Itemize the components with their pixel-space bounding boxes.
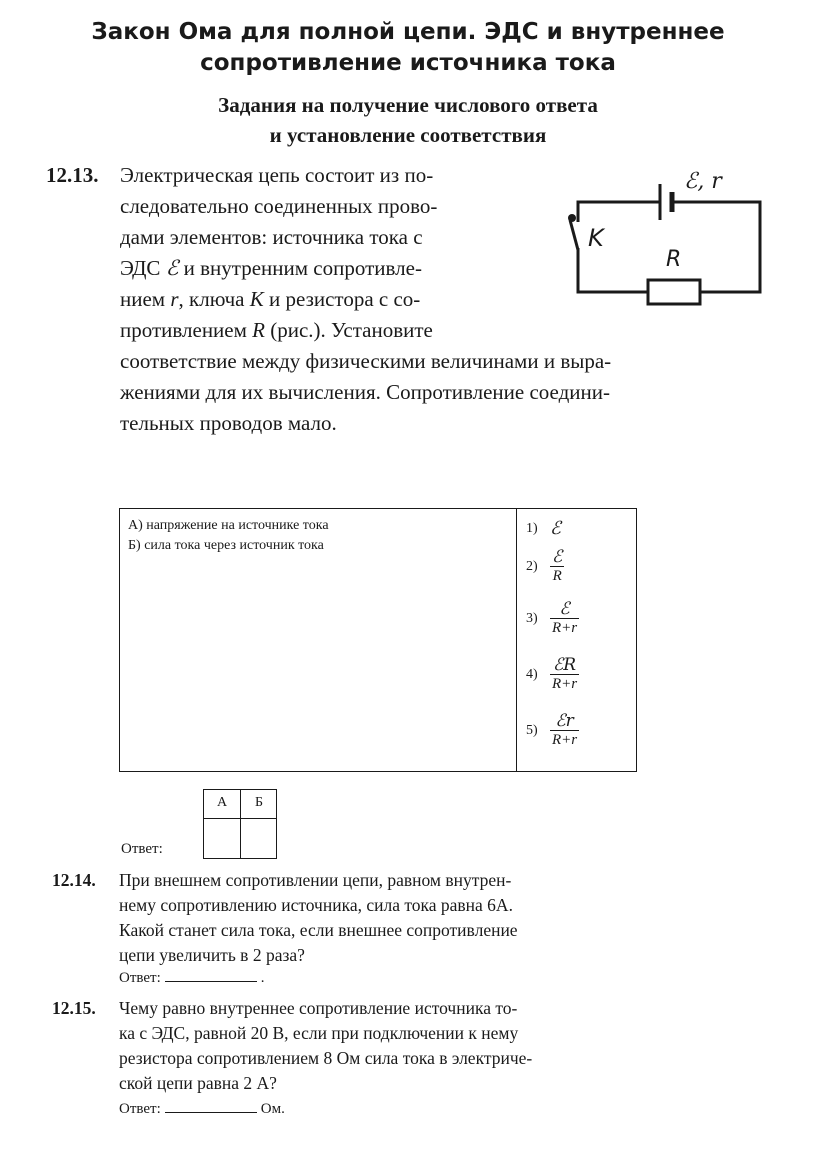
text-line: [120, 318, 433, 343]
symbol-R: R: [252, 318, 265, 342]
switch-label: K: [588, 224, 604, 252]
symbol-k: K: [249, 287, 264, 311]
quantity-b: Б) сила тока через источник тока: [128, 538, 324, 553]
option-2: [526, 548, 564, 585]
text-line: [120, 256, 422, 281]
answer-line-12-14: [119, 970, 265, 987]
answer-grid: [203, 789, 277, 859]
quantity-a: А) напряжение на источнике тока: [128, 518, 329, 533]
option-label: 5): [526, 722, 538, 738]
option-num: ℰ: [552, 547, 563, 567]
section-subtitle-line1: Задания на получение числового ответа: [218, 93, 598, 117]
text-line: ка с ЭДС, равной 20 В, если при подключении к нему: [119, 1023, 519, 1043]
text-line: резистора сопротивлением 8 Ом сила тока в электриче-: [119, 1048, 533, 1068]
text-line: При внешнем сопротивлении цепи, равном внутрен-: [119, 870, 512, 890]
text-fragment: противлением: [120, 318, 247, 342]
option-num: ℰr: [555, 711, 574, 731]
text-line: Какой станет сила тока, если внешнее сопротивление: [119, 920, 518, 940]
source-label: ℰ, r: [684, 169, 722, 194]
page-title-line2: сопротивление источника тока: [200, 50, 616, 76]
text-line: цепи увеличить в 2 раза?: [119, 945, 305, 965]
option-label: 4): [526, 666, 538, 682]
text-fragment: нием: [120, 287, 166, 311]
answer-blank[interactable]: [165, 1112, 257, 1113]
text-line: тельных проводов мало.: [120, 411, 337, 435]
text-line: дами элементов: источника тока с: [120, 225, 423, 249]
text-line: Электрическая цепь состоит из по-: [120, 163, 434, 187]
option-den: R+r: [552, 620, 578, 636]
text-fragment: и внутренним сопротивле-: [183, 256, 422, 280]
problem-number-12-15: 12.15.: [52, 998, 96, 1018]
option-label: 1): [526, 520, 538, 536]
option-den: R+r: [552, 732, 578, 748]
text-fragment: и резистора с со-: [269, 287, 421, 311]
grid-divider-h: [204, 818, 276, 819]
answer-line-12-15: [119, 1101, 285, 1118]
answer-col-b: Б: [254, 795, 264, 810]
resistor-label: R: [666, 247, 682, 272]
text-line: жениями для их вычисления. Сопротивление соедини-: [120, 380, 610, 404]
text-line: ской цепи равна 2 А?: [119, 1073, 277, 1093]
option-5: [526, 712, 579, 749]
section-subtitle-line2: и установление соответствия: [269, 123, 547, 147]
resistor: [648, 280, 700, 304]
symbol-r: r: [170, 287, 179, 311]
option-num: ℰ: [559, 599, 570, 619]
answer-label: Ответ:: [119, 1101, 161, 1117]
answer-suffix: .: [260, 970, 265, 986]
answer-col-a: А: [216, 795, 228, 810]
problem-number-12-14: 12.14.: [52, 870, 96, 890]
answer-cell-b[interactable]: [243, 821, 275, 856]
option-3: [526, 600, 579, 637]
emf-symbol: ℰ: [165, 256, 179, 280]
answer-suffix: Ом.: [260, 1101, 285, 1117]
circuit-diagram: [560, 166, 780, 316]
option-num: ℰ: [550, 518, 561, 539]
text-fragment: , ключа: [178, 287, 245, 311]
option-label: 2): [526, 558, 538, 574]
table-left-column: [128, 516, 329, 556]
text-fragment: (рис.). Установите: [270, 318, 433, 342]
answer-label: Ответ:: [119, 970, 161, 986]
text-line: соответствие между физическими величинами и выра-: [120, 349, 612, 373]
text-line: следовательно соединенных прово-: [120, 194, 438, 218]
text-fragment: ЭДС: [120, 256, 161, 280]
option-4: [526, 656, 579, 693]
switch-contact: [568, 214, 576, 222]
option-label: 3): [526, 610, 538, 626]
answer-label-12-13: Ответ:: [121, 841, 163, 857]
answer-cell-a[interactable]: [206, 821, 238, 856]
option-den: R+r: [552, 676, 578, 692]
option-1: [526, 518, 561, 539]
option-num: ℰR: [553, 655, 577, 675]
page-title-line1: Закон Ома для полной цепи. ЭДС и внутреннее: [91, 19, 725, 45]
switch-blade: [570, 220, 578, 250]
option-den: R: [550, 566, 564, 585]
text-line: нему сопротивлению источника, сила тока равна 6А.: [119, 895, 513, 915]
text-line: Чему равно внутреннее сопротивление источника то-: [119, 998, 518, 1018]
problem-number-12-13: 12.13.: [46, 163, 99, 187]
table-divider: [516, 509, 517, 771]
answer-blank[interactable]: [165, 981, 257, 982]
text-line: [120, 287, 420, 312]
